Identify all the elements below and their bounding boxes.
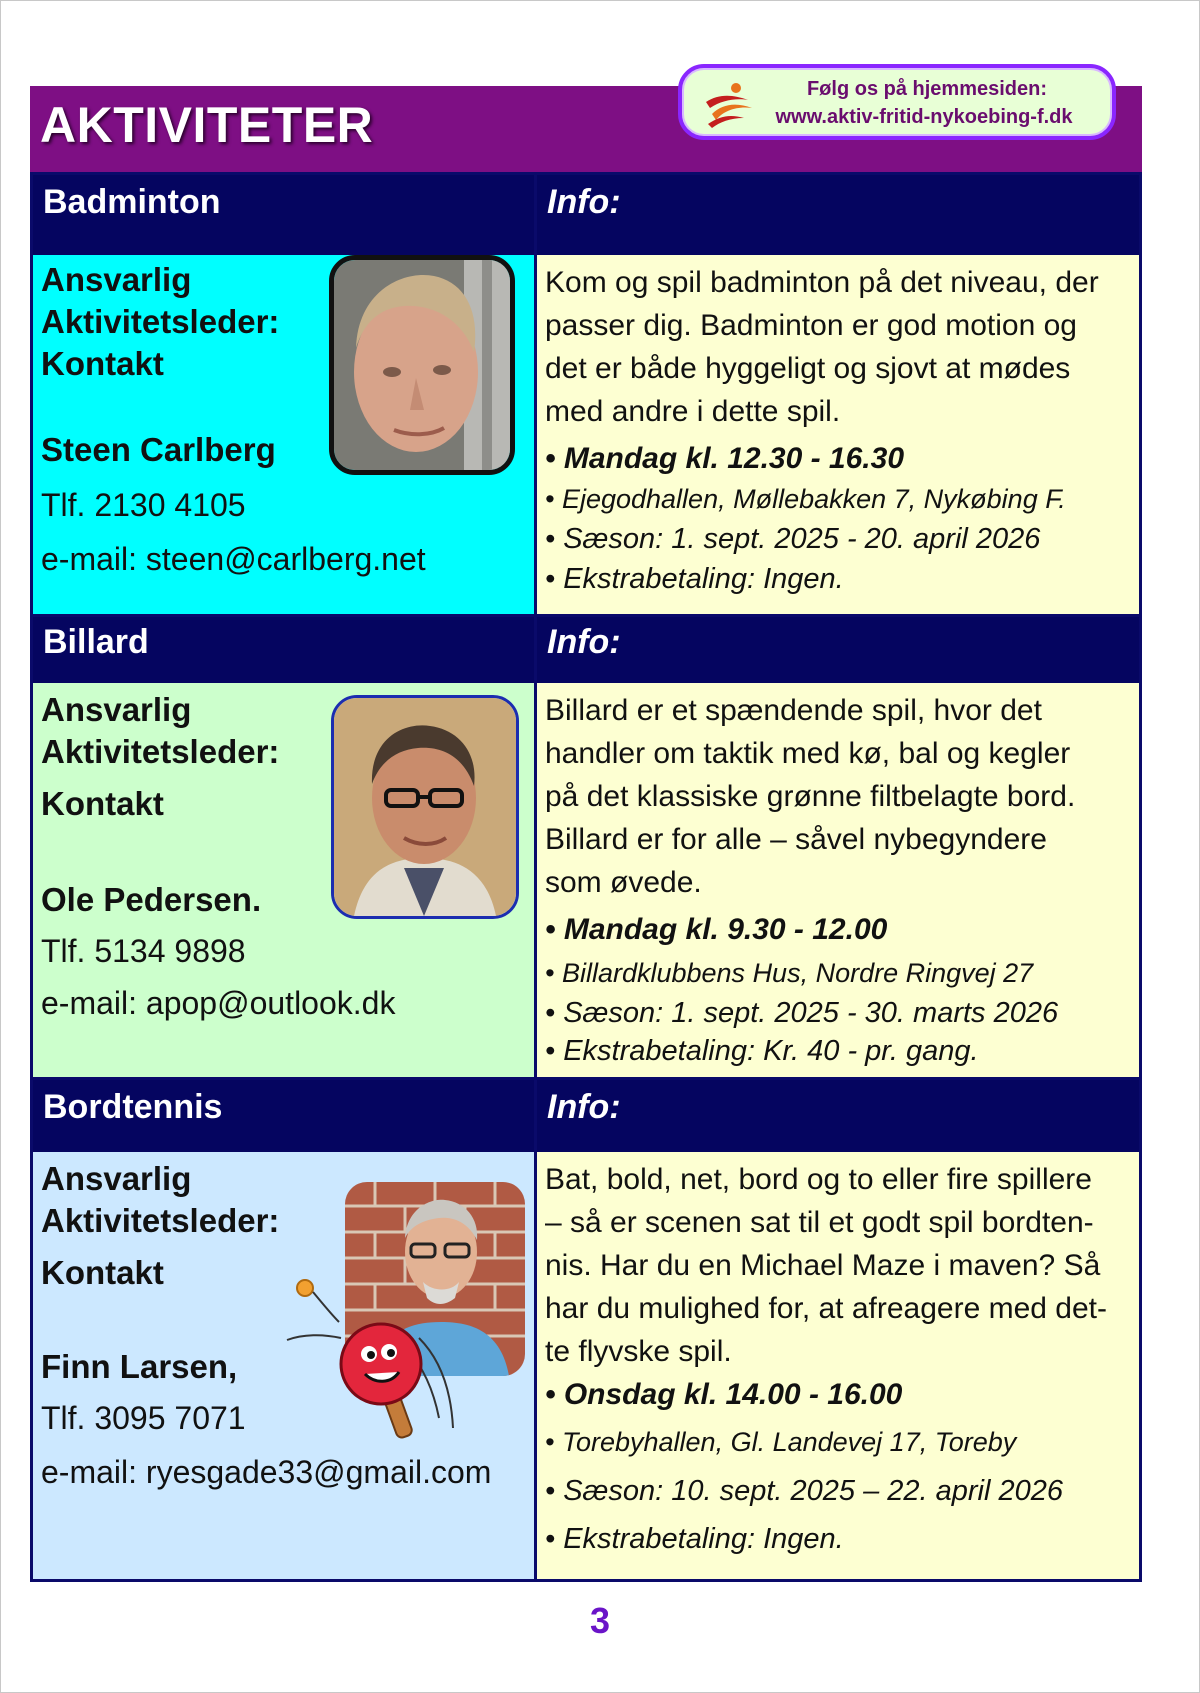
label-ansvarlig: Ansvarlig <box>41 261 192 298</box>
label-aktivitetsleder: Aktivitetsleder: <box>41 303 280 340</box>
description-line: på det klassiske grønne filtbelagte bord. <box>545 780 1076 813</box>
description-line: med andre i dette spil. <box>545 395 841 428</box>
label-aktivitetsleder: Aktivitetsleder: <box>41 1202 280 1239</box>
page-number: 3 <box>589 1600 611 1641</box>
activity-season: • Sæson: 10. sept. 2025 – 22. april 2026 <box>545 1475 1064 1507</box>
description-line: Billard er et spændende spil, hvor det <box>545 694 1042 727</box>
leader-name: Finn Larsen, <box>41 1348 238 1385</box>
description-line: passer dig. Badminton er god motion og <box>545 309 1077 342</box>
ping-pong-paddle-icon <box>283 1278 483 1458</box>
section-header-info <box>537 175 1139 255</box>
activity-place: • Billardklubbens Hus, Nordre Ringvej 27 <box>545 958 1034 988</box>
activity-extra-fee: • Ekstrabetaling: Ingen. <box>545 1523 844 1555</box>
description-line: nis. Har du en Michael Maze i maven? Så <box>545 1249 1101 1282</box>
contact-panel-bordtennis <box>33 1152 534 1579</box>
description-line: Bat, bold, net, bord og to eller fire spillere <box>545 1163 1092 1196</box>
activity-title: Billard <box>43 623 149 661</box>
leader-photo <box>329 255 515 475</box>
description-line: – så er scenen sat til et godt spil bordten- <box>545 1206 1094 1239</box>
section-header-info <box>537 1080 1139 1152</box>
description-line: handler om taktik med kø, bal og kegler <box>545 737 1071 770</box>
leader-phone: Tlf. 2130 4105 <box>41 487 246 523</box>
info-panel-badminton <box>537 255 1139 615</box>
label-kontakt: Kontakt <box>41 1254 164 1291</box>
leader-email[interactable]: e-mail: steen@carlberg.net <box>41 541 426 577</box>
section-header-info <box>537 617 1139 683</box>
activity-extra-fee: • Ekstrabetaling: Ingen. <box>545 563 844 595</box>
section-header-badminton <box>33 175 534 255</box>
leader-phone: Tlf. 3095 7071 <box>41 1400 246 1436</box>
contact-panel-billard <box>33 683 534 1078</box>
section-header-bordtennis <box>33 1080 534 1152</box>
activity-time: • Mandag kl. 12.30 - 16.30 <box>545 442 905 475</box>
label-aktivitetsleder: Aktivitetsleder: <box>41 733 280 770</box>
activity-season: • Sæson: 1. sept. 2025 - 30. marts 2026 <box>545 997 1059 1029</box>
description-line: Kom og spil badminton på det niveau, der <box>545 266 1099 299</box>
label-kontakt: Kontakt <box>41 345 164 382</box>
leader-photo <box>331 695 519 919</box>
info-label: Info: <box>547 183 621 221</box>
column-divider <box>534 172 537 1582</box>
website-banner[interactable] <box>678 64 1116 140</box>
activity-time: • Onsdag kl. 14.00 - 16.00 <box>545 1378 903 1411</box>
description-line: det er både hyggeligt og sjovt at mødes <box>545 352 1071 385</box>
follow-text: Følg os på hjemmesiden: <box>806 78 1048 100</box>
info-label: Info: <box>547 1088 621 1126</box>
activity-season: • Sæson: 1. sept. 2025 - 20. april 2026 <box>545 523 1041 555</box>
activity-place: • Ejegodhallen, Møllebakken 7, Nykøbing F. <box>545 484 1066 514</box>
page-title: AKTIVITETER <box>40 97 374 153</box>
leader-phone: Tlf. 5134 9898 <box>41 933 246 969</box>
activity-time: • Mandag kl. 9.30 - 12.00 <box>545 913 888 946</box>
description-line: te flyvske spil. <box>545 1335 732 1368</box>
description-line: som øvede. <box>545 866 702 899</box>
website-link[interactable]: www.aktiv-fritid-nykoebing-f.dk <box>775 106 1073 128</box>
label-ansvarlig: Ansvarlig <box>41 691 192 728</box>
activity-title: Badminton <box>43 183 221 221</box>
leader-email[interactable]: e-mail: ryesgade33@gmail.com <box>41 1454 492 1490</box>
contact-panel-badminton <box>33 255 534 615</box>
description-line: har du mulighed for, at afreagere med det- <box>545 1292 1108 1325</box>
leader-name: Steen Carlberg <box>41 431 276 468</box>
description-line: Billard er for alle – såvel nybegyndere <box>545 823 1047 856</box>
label-kontakt: Kontakt <box>41 785 164 822</box>
info-panel-billard <box>537 683 1139 1078</box>
leader-email[interactable]: e-mail: apop@outlook.dk <box>41 985 396 1021</box>
activity-place: • Torebyhallen, Gl. Landevej 17, Toreby <box>545 1427 1017 1457</box>
activity-extra-fee: • Ekstrabetaling: Kr. 40 - pr. gang. <box>545 1035 979 1067</box>
label-ansvarlig: Ansvarlig <box>41 1160 192 1197</box>
info-label: Info: <box>547 623 621 661</box>
activity-title: Bordtennis <box>43 1088 223 1126</box>
info-panel-bordtennis <box>537 1152 1139 1579</box>
leader-name: Ole Pedersen. <box>41 881 262 918</box>
section-header-billard <box>33 617 534 683</box>
